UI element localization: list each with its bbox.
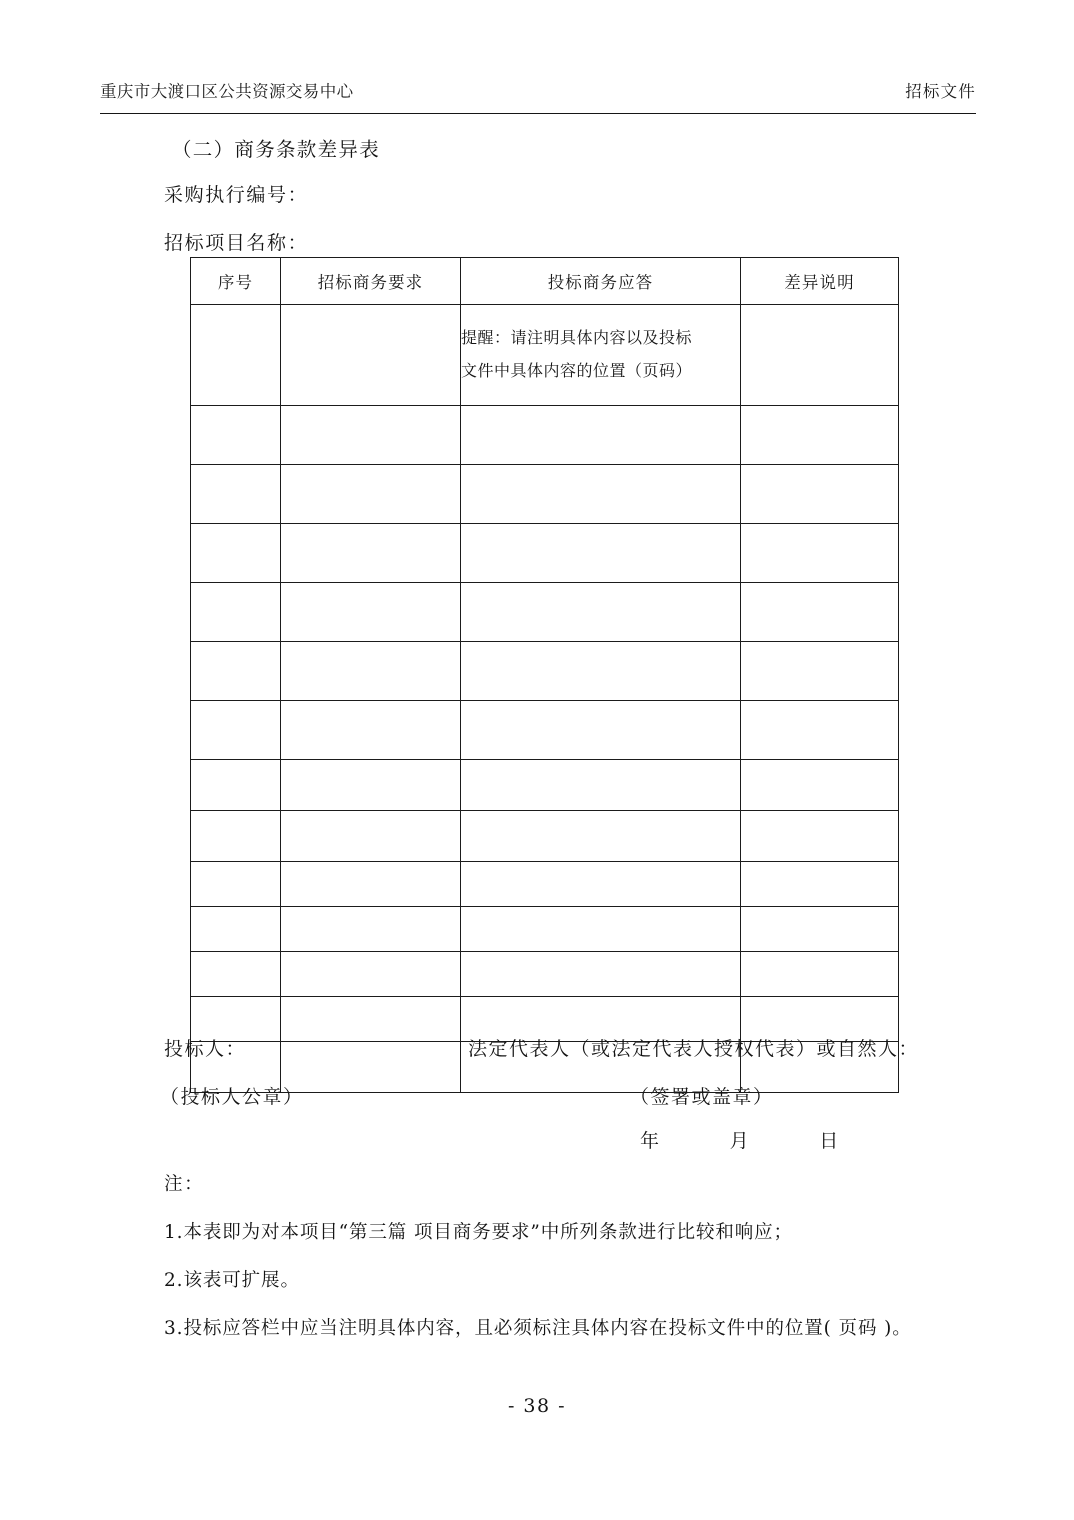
note-item-2: 2.该表可扩展。: [164, 1270, 300, 1291]
cell-requirement[interactable]: [281, 642, 461, 701]
cell-response[interactable]: [461, 701, 741, 760]
column-header-requirement: 招标商务要求: [281, 258, 461, 305]
cell-sequence[interactable]: [191, 305, 281, 406]
business-terms-difference-table: [190, 257, 899, 1093]
cell-requirement[interactable]: [281, 406, 461, 465]
table-row: [191, 465, 899, 524]
cell-difference[interactable]: [741, 583, 899, 642]
note-item-3: 3.投标应答栏中应当注明具体内容，且必须标注具体内容在投标文件中的位置( 页码 )。: [164, 1318, 912, 1339]
table-row-hint: [191, 305, 899, 406]
cell-sequence[interactable]: [191, 952, 281, 997]
cell-sequence[interactable]: [191, 524, 281, 583]
table-header-row: [191, 258, 899, 305]
cell-difference[interactable]: [741, 862, 899, 907]
cell-difference[interactable]: [741, 524, 899, 583]
cell-difference[interactable]: [741, 907, 899, 952]
cell-sequence[interactable]: [191, 907, 281, 952]
cell-requirement[interactable]: [281, 524, 461, 583]
cell-response[interactable]: [461, 642, 741, 701]
table-row: [191, 760, 899, 811]
page-title: （二）商务条款差异表: [172, 138, 381, 161]
hint-text-line-2: 文件中具体内容的位置（页码）: [461, 361, 693, 380]
cell-response[interactable]: [461, 524, 741, 583]
table-body: [191, 305, 899, 1093]
cell-sequence[interactable]: [191, 642, 281, 701]
signature-bidder-label: 投标人：: [164, 1038, 247, 1060]
cell-response[interactable]: [461, 406, 741, 465]
cell-difference[interactable]: [741, 465, 899, 524]
cell-sequence[interactable]: [191, 583, 281, 642]
date-year-label: 年: [640, 1130, 661, 1152]
signature-date-line: [640, 1126, 840, 1153]
table-row: [191, 583, 899, 642]
table-row: [191, 811, 899, 862]
cell-response[interactable]: [461, 862, 741, 907]
date-month-label: 月: [729, 1130, 751, 1152]
signature-legal-representative-label: 法定代表人（或法定代表人授权代表）或自然人：: [468, 1038, 920, 1060]
column-header-response: 投标商务应答: [461, 258, 741, 305]
table-row: [191, 642, 899, 701]
cell-difference[interactable]: [741, 642, 899, 701]
field-label-project-name: 招标项目名称：: [164, 232, 309, 254]
table-row: [191, 907, 899, 952]
cell-requirement[interactable]: [281, 760, 461, 811]
cell-difference[interactable]: [741, 760, 899, 811]
cell-sequence[interactable]: [191, 760, 281, 811]
date-day-label: 日: [819, 1130, 840, 1152]
field-label-procurement-number: 采购执行编号：: [164, 184, 309, 206]
cell-response[interactable]: [461, 760, 741, 811]
header-document-type: 招标文件: [905, 82, 976, 101]
note-item-1: 1.本表即为对本项目“第三篇 项目商务要求”中所列条款进行比较和响应；: [164, 1222, 793, 1243]
cell-response[interactable]: [461, 952, 741, 997]
running-header: [100, 82, 976, 102]
header-organization-name: 重庆市大渡口区公共资源交易中心: [100, 82, 354, 101]
signature-row-seal: [0, 1082, 1074, 1110]
cell-response[interactable]: [461, 907, 741, 952]
notes-label: 注：: [164, 1174, 205, 1195]
signature-bidder-seal-label: （投标人公章）: [160, 1086, 304, 1108]
notes-section: [164, 1170, 1024, 1362]
cell-requirement[interactable]: [281, 583, 461, 642]
signature-row-primary: [0, 1034, 1074, 1062]
cell-sequence[interactable]: [191, 862, 281, 907]
cell-requirement[interactable]: [281, 862, 461, 907]
cell-difference[interactable]: [741, 406, 899, 465]
cell-requirement[interactable]: [281, 305, 461, 406]
cell-sequence[interactable]: [191, 701, 281, 760]
cell-response[interactable]: [461, 583, 741, 642]
table-row: [191, 952, 899, 997]
table-row: [191, 701, 899, 760]
cell-response[interactable]: [461, 811, 741, 862]
cell-requirement[interactable]: [281, 465, 461, 524]
cell-response-hint[interactable]: [461, 305, 741, 406]
table-row: [191, 524, 899, 583]
cell-requirement[interactable]: [281, 907, 461, 952]
cell-sequence[interactable]: [191, 811, 281, 862]
table-row: [191, 406, 899, 465]
cell-difference[interactable]: [741, 952, 899, 997]
cell-response[interactable]: [461, 465, 741, 524]
column-header-difference: 差异说明: [741, 258, 899, 305]
cell-requirement[interactable]: [281, 811, 461, 862]
cell-requirement[interactable]: [281, 952, 461, 997]
cell-difference[interactable]: [741, 701, 899, 760]
table-row: [191, 862, 899, 907]
cell-difference[interactable]: [741, 305, 899, 406]
header-divider-rule: [100, 113, 976, 114]
column-header-sequence: 序号: [191, 258, 281, 305]
cell-difference[interactable]: [741, 811, 899, 862]
cell-requirement[interactable]: [281, 701, 461, 760]
hint-text-line-1: 提醒：请注明具体内容以及投标: [461, 328, 693, 348]
cell-sequence[interactable]: [191, 465, 281, 524]
signature-seal-label: （签署或盖章）: [630, 1086, 774, 1108]
page-number: - 38 -: [507, 1395, 567, 1417]
cell-sequence[interactable]: [191, 406, 281, 465]
